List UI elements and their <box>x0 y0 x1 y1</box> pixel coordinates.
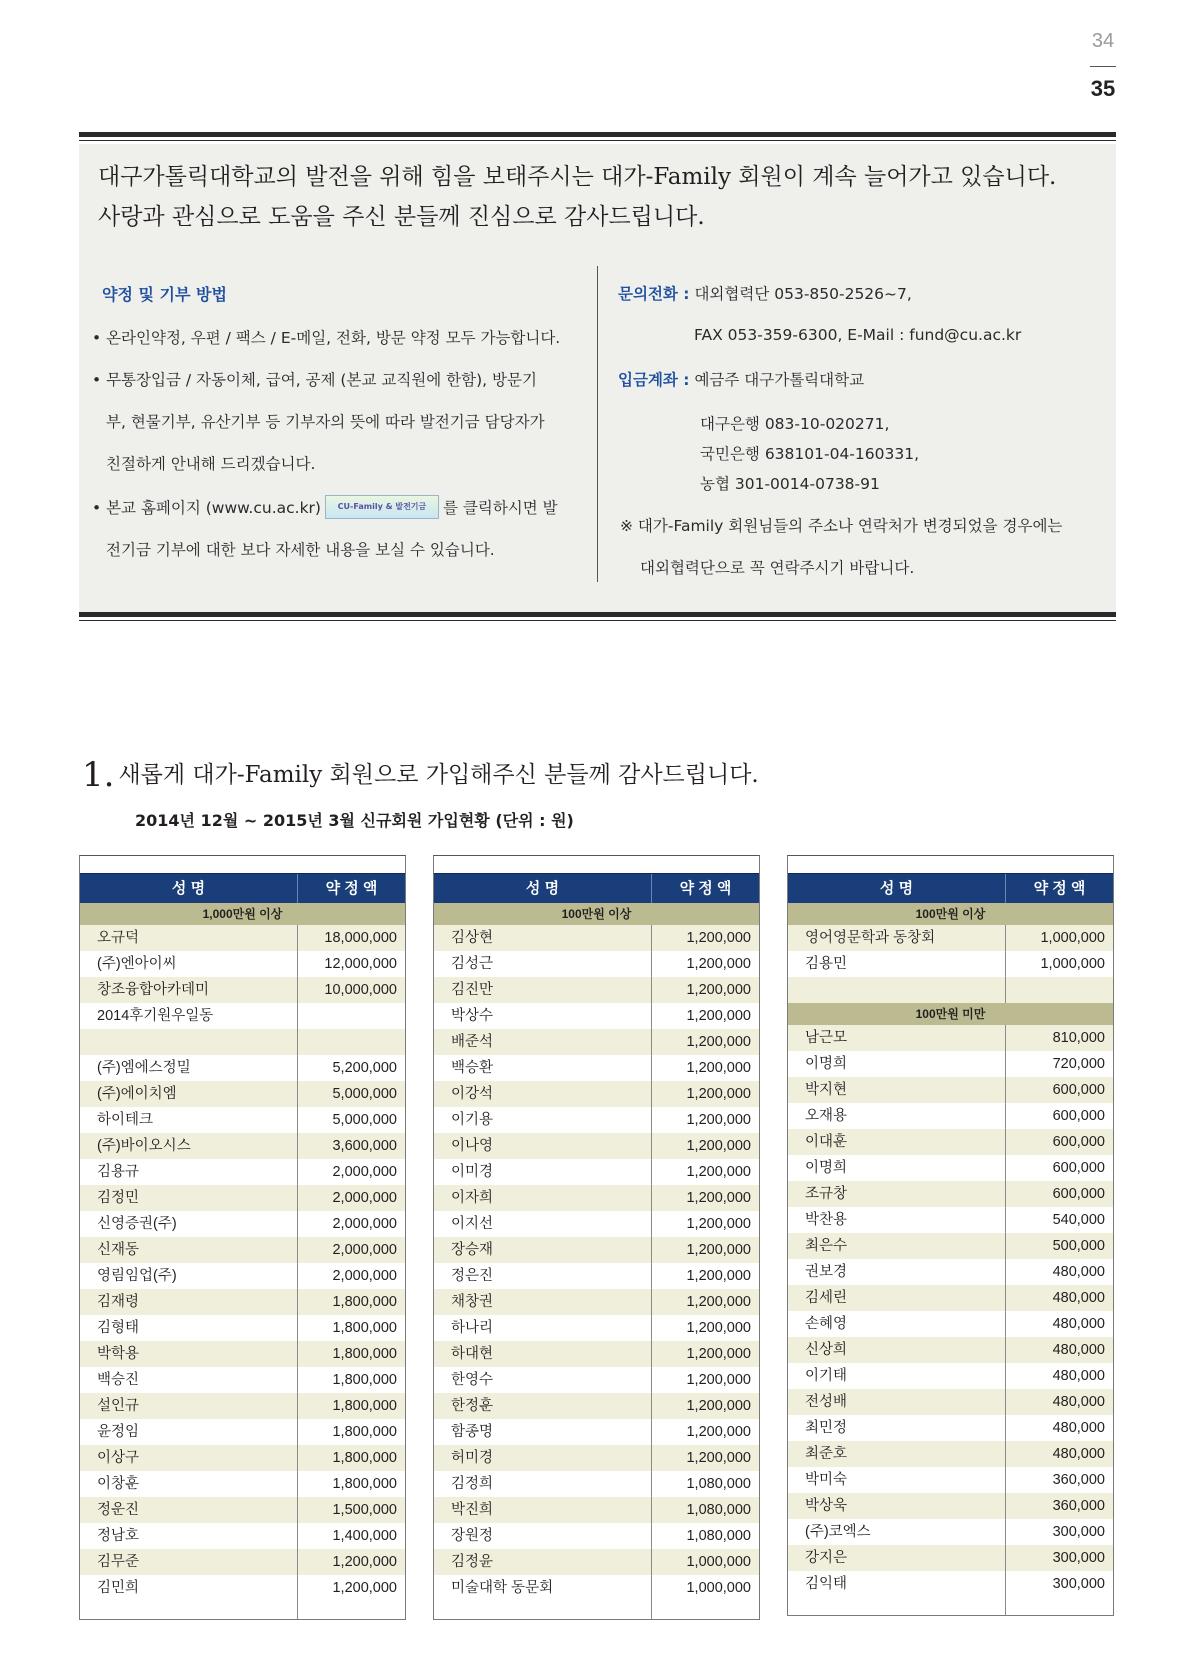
donor-name: 신재동 <box>80 1237 298 1263</box>
donor-table-2 <box>433 855 760 1620</box>
table-row <box>434 1549 759 1575</box>
cu-family-link-button[interactable]: CU-Family & 발전기금 <box>325 495 439 519</box>
pledge-amount: 540,000 <box>1052 1212 1105 1228</box>
table-row <box>434 1003 759 1029</box>
pledge-amount: 480,000 <box>1052 1290 1105 1306</box>
table-row <box>434 1289 759 1315</box>
table-row <box>80 1133 405 1159</box>
contact-note-2: 대외협력단으로 꼭 연락주시기 바랍니다. <box>640 559 915 577</box>
donor-name: 이명희 <box>788 1155 1006 1181</box>
table-row <box>434 1445 759 1471</box>
table-row <box>788 1129 1113 1155</box>
pledge-amount: 1,800,000 <box>332 1346 397 1362</box>
table-row <box>788 951 1113 977</box>
pledge-amount: 5,000,000 <box>332 1086 397 1102</box>
pledge-amount: 1,800,000 <box>332 1424 397 1440</box>
table-row <box>80 1159 405 1185</box>
table-row <box>788 925 1113 951</box>
table-row <box>434 1341 759 1367</box>
donor-name: 최은수 <box>788 1233 1006 1259</box>
donor-name: 창조융합아카데미 <box>80 977 298 1003</box>
list-section-number: 1. <box>82 755 115 795</box>
pledge-amount: 5,200,000 <box>332 1060 397 1076</box>
table-row <box>788 1285 1113 1311</box>
pledge-amount: 720,000 <box>1052 1056 1105 1072</box>
donor-name: 허미경 <box>434 1445 652 1471</box>
intro-line-1: 대구가톨릭대학교의 발전을 위해 힘을 보태주시는 대가-Family 회원이 계속 늘어가고 있습니다. <box>98 164 1057 190</box>
table-row <box>80 1263 405 1289</box>
pledge-title: 약정 및 기부 방법 <box>102 285 227 304</box>
table-row <box>80 977 405 1003</box>
category-row: 100만원 이상 <box>434 903 759 925</box>
table-row <box>80 1107 405 1133</box>
table-row <box>434 1393 759 1419</box>
pledge-amount: 1,200,000 <box>686 1320 751 1336</box>
pledge-amount: 810,000 <box>1052 1030 1105 1046</box>
table-row <box>788 1545 1113 1571</box>
donor-name: 정은진 <box>434 1263 652 1289</box>
table-row <box>434 951 759 977</box>
pledge-amount: 600,000 <box>1052 1186 1105 1202</box>
donor-name: 김진만 <box>434 977 652 1003</box>
pledge-amount: 300,000 <box>1052 1524 1105 1540</box>
table-row <box>788 1207 1113 1233</box>
list-section-title <box>82 755 759 795</box>
pledge-amount: 1,800,000 <box>332 1398 397 1414</box>
donor-name: 영어영문학과 동창회 <box>788 925 1006 951</box>
pledge-amount: 1,200,000 <box>686 1060 751 1076</box>
table-row <box>80 951 405 977</box>
bank-1: 대구은행 083-10-020271, <box>700 415 890 433</box>
table-row <box>788 1493 1113 1519</box>
pledge-amount: 1,800,000 <box>332 1372 397 1388</box>
donor-name: 함종명 <box>434 1419 652 1445</box>
pledge-amount: 1,000,000 <box>686 1554 751 1570</box>
donor-name: 김형태 <box>80 1315 298 1341</box>
previous-page-number: 34 <box>1091 30 1115 52</box>
pledge-amount: 600,000 <box>1052 1134 1105 1150</box>
donor-name: 박상욱 <box>788 1493 1006 1519</box>
pledge-amount: 480,000 <box>1052 1394 1105 1410</box>
donor-name: 한영수 <box>434 1367 652 1393</box>
table-row <box>80 1003 405 1029</box>
pledge-amount <box>298 1029 405 1055</box>
table-row <box>80 1471 405 1497</box>
donor-name: 김상현 <box>434 925 652 951</box>
pledge-bullet-2c: 친절하게 안내해 드리겠습니다. <box>106 455 316 473</box>
donor-name: 2014후기원우일동 <box>80 1003 298 1029</box>
donor-name: 이강석 <box>434 1081 652 1107</box>
table-row <box>434 1211 759 1237</box>
donor-name: 김용규 <box>80 1159 298 1185</box>
pledge-amount: 1,200,000 <box>686 1346 751 1362</box>
table-bottom-spacer <box>80 1601 405 1619</box>
table-row <box>434 925 759 951</box>
contact-note-1: ※ 대가-Family 회원님들의 주소나 연락처가 변경되었을 경우에는 <box>620 517 1063 535</box>
table-row <box>80 1419 405 1445</box>
category-row: 100만원 미만 <box>788 1003 1113 1025</box>
donor-name: 이대훈 <box>788 1129 1006 1155</box>
pledge-amount: 1,080,000 <box>686 1476 751 1492</box>
donor-name: 장원정 <box>434 1523 652 1549</box>
donor-name: 백승환 <box>434 1055 652 1081</box>
pledge-amount: 480,000 <box>1052 1420 1105 1436</box>
pledge-amount: 1,000,000 <box>1040 956 1105 972</box>
table-row <box>788 1519 1113 1545</box>
bottom-rule-thin <box>79 620 1116 621</box>
donor-name: 김민희 <box>80 1575 298 1601</box>
donor-table-3 <box>787 855 1114 1616</box>
pledge-amount: 1,200,000 <box>686 1216 751 1232</box>
category-row: 1,000만원 이상 <box>80 903 405 925</box>
donor-name: 신상희 <box>788 1337 1006 1363</box>
table-row <box>80 1289 405 1315</box>
donor-name: 박학용 <box>80 1341 298 1367</box>
table-row <box>788 1441 1113 1467</box>
donor-name: 설인규 <box>80 1393 298 1419</box>
table-row <box>434 1575 759 1601</box>
pledge-amount: 1,800,000 <box>332 1450 397 1466</box>
donor-name <box>788 977 1006 1003</box>
header-amount: 약 정 액 <box>1033 880 1086 897</box>
table-row <box>434 1081 759 1107</box>
pledge-amount: 1,200,000 <box>686 1424 751 1440</box>
donor-name: 최민정 <box>788 1415 1006 1441</box>
header-amount: 약 정 액 <box>325 880 378 897</box>
donor-name: 이창훈 <box>80 1471 298 1497</box>
donor-name <box>80 1029 298 1055</box>
donor-name: 최준호 <box>788 1441 1006 1467</box>
pledge-amount: 1,200,000 <box>686 1398 751 1414</box>
donor-name: 윤정임 <box>80 1419 298 1445</box>
table-row <box>434 1159 759 1185</box>
table-row <box>80 1497 405 1523</box>
table-row <box>434 1419 759 1445</box>
pledge-amount: 1,800,000 <box>332 1294 397 1310</box>
intro-line-2: 사랑과 관심으로 도움을 주신 분들께 진심으로 감사드립니다. <box>98 204 705 230</box>
bank-2: 국민은행 638101-04-160331, <box>700 445 919 463</box>
donor-name: 이미경 <box>434 1159 652 1185</box>
table-row <box>80 1211 405 1237</box>
table-row <box>80 1367 405 1393</box>
page-number-divider <box>1090 66 1116 67</box>
donor-name: 이지선 <box>434 1211 652 1237</box>
table-row <box>434 1107 759 1133</box>
pledge-amount: 1,200,000 <box>686 1112 751 1128</box>
donor-name: (주)에이치엠 <box>80 1081 298 1107</box>
donor-name: 한정훈 <box>434 1393 652 1419</box>
donor-name: 이명희 <box>788 1051 1006 1077</box>
table-row <box>788 1233 1113 1259</box>
donor-name: 박찬용 <box>788 1207 1006 1233</box>
donor-name: 신영증권(주) <box>80 1211 298 1237</box>
table-row <box>788 1181 1113 1207</box>
pledge-bullet-1: • 온라인약정, 우편 / 팩스 / E-메일, 전화, 방문 약정 모두 가능합니다. <box>92 329 561 347</box>
pledge-amount: 1,080,000 <box>686 1502 751 1518</box>
donor-name: 김정윤 <box>434 1549 652 1575</box>
table-bottom-spacer <box>434 1601 759 1619</box>
donor-name: 백승진 <box>80 1367 298 1393</box>
table-row <box>80 1393 405 1419</box>
category-row: 100만원 이상 <box>788 903 1113 925</box>
pledge-amount: 1,200,000 <box>686 1268 751 1284</box>
pledge-amount: 5,000,000 <box>332 1112 397 1128</box>
table-row <box>80 1549 405 1575</box>
table-header <box>434 873 759 903</box>
pledge-amount: 3,600,000 <box>332 1138 397 1154</box>
pledge-amount: 500,000 <box>1052 1238 1105 1254</box>
table-row <box>80 1575 405 1601</box>
pledge-amount: 1,200,000 <box>686 1138 751 1154</box>
donor-name: 미술대학 동문회 <box>434 1575 652 1601</box>
pledge-amount: 1,200,000 <box>686 982 751 998</box>
table-row <box>788 1025 1113 1051</box>
donor-name: 김익태 <box>788 1571 1006 1597</box>
donor-name: 손혜영 <box>788 1311 1006 1337</box>
table-row <box>434 1185 759 1211</box>
donor-name: 김재령 <box>80 1289 298 1315</box>
table-row <box>788 1389 1113 1415</box>
donor-name: 하이테크 <box>80 1107 298 1133</box>
donor-name: (주)코엑스 <box>788 1519 1006 1545</box>
table-row <box>788 1571 1113 1597</box>
donor-name: 오재용 <box>788 1103 1006 1129</box>
donor-name: 남근모 <box>788 1025 1006 1051</box>
table-row <box>80 925 405 951</box>
table-row <box>80 1055 405 1081</box>
pledge-bullet-3a <box>92 496 558 521</box>
pledge-amount: 1,800,000 <box>332 1320 397 1336</box>
donor-name: (주)엠에스정밀 <box>80 1055 298 1081</box>
donor-name: 채창권 <box>434 1289 652 1315</box>
pledge-amount: 2,000,000 <box>332 1164 397 1180</box>
table-row <box>434 1315 759 1341</box>
pledge-amount: 600,000 <box>1052 1160 1105 1176</box>
pledge-amount: 1,200,000 <box>686 930 751 946</box>
pledge-amount: 360,000 <box>1052 1498 1105 1514</box>
pledge-amount: 1,200,000 <box>686 956 751 972</box>
donor-name: 조규창 <box>788 1181 1006 1207</box>
table-top-spacer <box>788 856 1113 873</box>
table-row <box>434 1367 759 1393</box>
donor-name: 박진희 <box>434 1497 652 1523</box>
pledge-amount: 1,400,000 <box>332 1528 397 1544</box>
donor-name: 오규덕 <box>80 925 298 951</box>
phone-label: 문의전화 : <box>618 285 690 303</box>
donor-name: 이자희 <box>434 1185 652 1211</box>
pledge-amount: 480,000 <box>1052 1264 1105 1280</box>
table-row <box>80 1445 405 1471</box>
pledge-amount: 2,000,000 <box>332 1268 397 1284</box>
pledge-amount: 1,200,000 <box>686 1086 751 1102</box>
donor-name: 김무준 <box>80 1549 298 1575</box>
table-row <box>788 977 1113 1003</box>
pledge-amount: 1,200,000 <box>686 1450 751 1466</box>
donor-name: 배준석 <box>434 1029 652 1055</box>
table-top-spacer <box>434 856 759 873</box>
donor-name: 하나리 <box>434 1315 652 1341</box>
account-label: 입금계좌 : <box>618 371 690 389</box>
donor-name: 전성배 <box>788 1389 1006 1415</box>
table-row <box>788 1415 1113 1441</box>
donor-name: 김성근 <box>434 951 652 977</box>
table-row <box>434 1133 759 1159</box>
table-row <box>434 1497 759 1523</box>
bottom-rule-thick <box>79 612 1116 617</box>
donor-name: 정운진 <box>80 1497 298 1523</box>
table-row <box>80 1237 405 1263</box>
pledge-bullet-3a-pre: • 본교 홈페이지 (www.cu.ac.kr) <box>92 499 321 517</box>
table-row <box>80 1523 405 1549</box>
table-header <box>788 873 1113 903</box>
pledge-amount: 300,000 <box>1052 1550 1105 1566</box>
pledge-amount <box>1006 977 1113 1003</box>
table-row <box>788 1467 1113 1493</box>
pledge-amount: 480,000 <box>1052 1368 1105 1384</box>
donor-name: 장승재 <box>434 1237 652 1263</box>
donor-name: 김정희 <box>434 1471 652 1497</box>
contact-fax-email: FAX 053-359-6300, E-Mail : fund@cu.ac.kr <box>694 326 1022 344</box>
pledge-amount: 1,200,000 <box>686 1372 751 1388</box>
pledge-amount: 1,200,000 <box>686 1008 751 1024</box>
pledge-amount: 1,000,000 <box>686 1580 751 1596</box>
donor-name: 이기태 <box>788 1363 1006 1389</box>
donor-name: 박지현 <box>788 1077 1006 1103</box>
table-header <box>80 873 405 903</box>
donor-name: 강지은 <box>788 1545 1006 1571</box>
table-row <box>434 977 759 1003</box>
pledge-amount <box>298 1003 405 1029</box>
pledge-amount: 1,200,000 <box>686 1294 751 1310</box>
pledge-amount: 1,800,000 <box>332 1476 397 1492</box>
donor-name: 하대현 <box>434 1341 652 1367</box>
donor-name: 정남호 <box>80 1523 298 1549</box>
table-row <box>788 1337 1113 1363</box>
contact-account <box>618 368 864 390</box>
table-row <box>434 1055 759 1081</box>
contact-phone <box>618 282 912 304</box>
pledge-amount: 1,000,000 <box>1040 930 1105 946</box>
account-holder: 예금주 대구가톨릭대학교 <box>694 371 865 389</box>
table-row <box>80 1029 405 1055</box>
header-name: 성 명 <box>80 874 298 903</box>
table-row <box>434 1263 759 1289</box>
phone-value: 대외협력단 053-850-2526~7, <box>694 285 912 303</box>
header-amount: 약 정 액 <box>679 880 732 897</box>
table-row <box>434 1237 759 1263</box>
table-row <box>788 1259 1113 1285</box>
donor-name: 이기용 <box>434 1107 652 1133</box>
table-row <box>788 1077 1113 1103</box>
donor-name: 김세린 <box>788 1285 1006 1311</box>
donor-name: 권보경 <box>788 1259 1006 1285</box>
pledge-amount: 480,000 <box>1052 1446 1105 1462</box>
pledge-amount: 1,200,000 <box>686 1164 751 1180</box>
donor-name: 김용민 <box>788 951 1006 977</box>
table-row <box>80 1185 405 1211</box>
table-row <box>788 1103 1113 1129</box>
pledge-bullet-3b: 전기금 기부에 대한 보다 자세한 내용을 보실 수 있습니다. <box>106 541 495 559</box>
pledge-amount: 2,000,000 <box>332 1242 397 1258</box>
donor-name: 이나영 <box>434 1133 652 1159</box>
pledge-bullet-3a-post: 를 클릭하시면 발 <box>442 499 558 517</box>
donor-name: (주)바이오시스 <box>80 1133 298 1159</box>
pledge-amount: 1,200,000 <box>332 1554 397 1570</box>
donor-table-1 <box>79 855 406 1620</box>
pledge-amount: 1,200,000 <box>332 1580 397 1596</box>
header-name: 성 명 <box>434 874 652 903</box>
bank-3: 농협 301-0014-0738-91 <box>700 475 880 493</box>
table-row <box>788 1051 1113 1077</box>
pledge-amount: 300,000 <box>1052 1576 1105 1592</box>
table-row <box>788 1155 1113 1181</box>
pledge-amount: 1,200,000 <box>686 1190 751 1206</box>
pledge-bullet-2a: • 무통장입금 / 자동이체, 급여, 공제 (본교 교직원에 한함), 방문기 <box>92 371 537 389</box>
pledge-amount: 600,000 <box>1052 1108 1105 1124</box>
table-row <box>80 1081 405 1107</box>
top-rule-thin <box>79 140 1116 141</box>
header-name: 성 명 <box>788 874 1006 903</box>
pledge-amount: 12,000,000 <box>324 956 397 972</box>
donor-name: 박미숙 <box>788 1467 1006 1493</box>
pledge-amount: 1,200,000 <box>686 1034 751 1050</box>
pledge-bullet-2b: 부, 현물기부, 유산기부 등 기부자의 뜻에 따라 발전기금 담당자가 <box>106 413 545 431</box>
table-row <box>788 1311 1113 1337</box>
donor-name: 이상구 <box>80 1445 298 1471</box>
table-row <box>434 1471 759 1497</box>
pledge-amount: 480,000 <box>1052 1342 1105 1358</box>
pledge-amount: 1,500,000 <box>332 1502 397 1518</box>
pledge-amount: 2,000,000 <box>332 1190 397 1206</box>
column-divider <box>597 266 598 582</box>
pledge-amount: 1,200,000 <box>686 1242 751 1258</box>
table-bottom-spacer <box>788 1597 1113 1615</box>
pledge-amount: 18,000,000 <box>324 930 397 946</box>
table-row <box>788 1363 1113 1389</box>
table-row <box>80 1341 405 1367</box>
current-page-number: 35 <box>1090 76 1116 101</box>
pledge-amount: 1,080,000 <box>686 1528 751 1544</box>
pledge-amount: 10,000,000 <box>324 982 397 998</box>
table-top-spacer <box>80 856 405 873</box>
table-row <box>80 1315 405 1341</box>
donor-name: 박상수 <box>434 1003 652 1029</box>
donor-name: 김정민 <box>80 1185 298 1211</box>
pledge-amount: 360,000 <box>1052 1472 1105 1488</box>
list-section-heading: 새롭게 대가-Family 회원으로 가입해주신 분들께 감사드립니다. <box>118 762 759 788</box>
table-row <box>434 1523 759 1549</box>
pledge-amount: 480,000 <box>1052 1316 1105 1332</box>
table-row <box>434 1029 759 1055</box>
donor-name: (주)엔아이씨 <box>80 951 298 977</box>
donor-name: 영림임업(주) <box>80 1263 298 1289</box>
pledge-amount: 600,000 <box>1052 1082 1105 1098</box>
list-section-subtitle: 2014년 12월 ~ 2015년 3월 신규회원 가입현황 (단위 : 원) <box>135 811 574 830</box>
pledge-amount: 2,000,000 <box>332 1216 397 1232</box>
top-rule-thick <box>79 132 1116 137</box>
